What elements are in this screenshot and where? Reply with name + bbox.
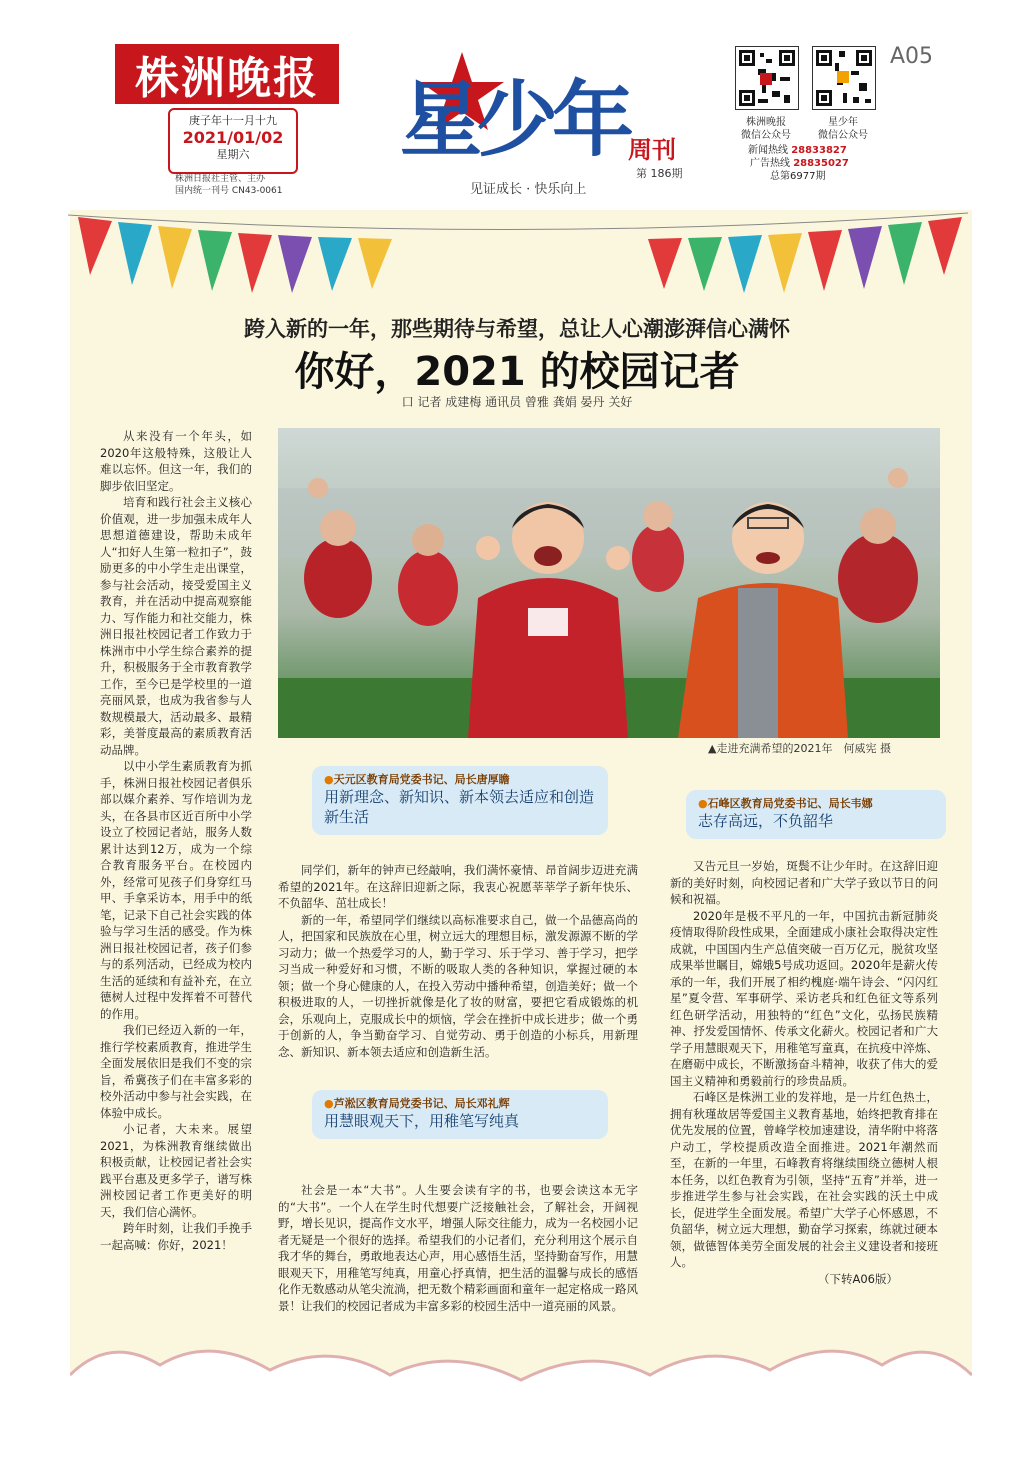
left-paragraph: 从来没有一个年头，如2020年这般特殊，这般让人难以忘怀。但这一年，我们的脚步依旧坚定。 bbox=[100, 429, 252, 493]
left-column bbox=[100, 428, 252, 1253]
issue-number: 第 186期 bbox=[636, 167, 683, 180]
left-paragraph: 以中小学生素质教育为抓手，株洲日报社校园记者俱乐部以媒介素养、写作培训为龙头，在各县市区近百所中小学设立了校园记者站，服务人数累计达到12万，成为一个综合教育服务平台。在校园内外，经常可见孩子们身穿红马甲、手拿采访本，用手中的纸笔，记录下自己社会实践的体验与学习生活的感受。作为株洲日报社校园记者，孩子们参与的系列活动，已经成为校内生活的延续和有益补充，在立德树人过程中发挥着不可替代的作用。 bbox=[100, 759, 252, 1021]
lunar-date: 庚子年十一月十九 bbox=[189, 114, 277, 127]
news-hotline: 28833827 bbox=[791, 145, 847, 156]
middle-paragraph: 同学们，新年的钟声已经敲响，我们满怀豪情、昂首阔步迈进充满希望的2021年。在这辞旧迎新之际，我衷心祝愿莘莘学子新年快乐、不负韶华、茁壮成长！ bbox=[278, 863, 638, 910]
weekly-label: 周刊 bbox=[628, 135, 676, 164]
newspaper-logo: 株洲晚报 bbox=[115, 44, 339, 104]
quote-box-shifeng bbox=[686, 790, 946, 839]
quote-text: 用慧眼观天下，用稚笔写纯真 bbox=[324, 1112, 520, 1130]
middle-body-1 bbox=[278, 862, 638, 1060]
qr-block-1 bbox=[735, 46, 806, 142]
quote-speaker: 芦淞区教育局党委书记、局长邓礼辉 bbox=[333, 1097, 510, 1110]
article-byline: 口 记者 成建梅 通讯员 曾雅 龚娟 晏丹 关好 bbox=[401, 395, 633, 409]
brand-title: 星少年 bbox=[400, 72, 629, 168]
cloud-decoration bbox=[70, 1335, 972, 1440]
photo-caption: ▲走进充满希望的2021年 何威宪 摄 bbox=[708, 742, 891, 755]
right-column bbox=[670, 858, 938, 1287]
quote-speaker: 天元区教育局党委书记、局长唐厚瞻 bbox=[333, 773, 510, 786]
quote-box-tianyuan bbox=[312, 766, 608, 835]
bullet-icon: ● bbox=[698, 797, 708, 810]
news-hotline-label: 新闻热线 bbox=[748, 145, 788, 156]
qr-label-1b: 微信公众号 bbox=[741, 130, 791, 141]
quote-text: 志存高远，不负韶华 bbox=[698, 812, 834, 830]
publisher-line-1: 株洲日报社主管、主办 bbox=[175, 174, 266, 184]
qr-code-icon bbox=[735, 46, 799, 110]
middle-body-2 bbox=[278, 1182, 638, 1314]
bullet-icon: ● bbox=[324, 773, 334, 786]
bunting-decoration bbox=[68, 205, 968, 297]
students-cheering-photo bbox=[278, 428, 940, 738]
weekday: 星期六 bbox=[216, 148, 250, 161]
article-headline: 你好，2021 的校园记者 bbox=[294, 349, 740, 395]
quote-text: 用新理念、新知识、新本领去适应和创造新生活 bbox=[324, 788, 595, 826]
left-paragraph: 培育和践行社会主义核心价值观，进一步加强未成年人思想道德建设，帮助未成年人“扣好人生第一粒扣子”，鼓励更多的中小学生走出课堂，参与社会活动，接受爱国主义教育，并在活动中提高观察能力、写作能力和社交能力，株洲日报社校园记者工作致力于株洲市中小学生综合素养的提升，积极服务于全市教育教学工作，至今已是学校里的一道亮丽风景，也成为我省参与人数规模最大，活动最多、最精彩，美誉度最高的素质教育活动品牌。 bbox=[100, 495, 252, 757]
ad-hotline: 28835027 bbox=[793, 158, 849, 169]
hotlines bbox=[748, 144, 878, 183]
qr-block-2 bbox=[812, 46, 883, 142]
total-issue: 总第6977期 bbox=[770, 171, 826, 182]
brand-logo bbox=[392, 48, 662, 178]
left-paragraph: 跨年时刻，让我们手挽手一起高喊：你好，2021！ bbox=[100, 1221, 252, 1252]
left-paragraph: 我们已经迈入新的一年，推行学校素质教育，推进学生全面发展依旧是我们不变的宗旨，希冀孩子们在丰富多彩的校外活动中参与社会实践，在体验中成长。 bbox=[100, 1023, 252, 1120]
qr-label-1a: 株洲晚报 bbox=[746, 117, 786, 128]
middle-paragraph: 社会是一本“大书”。人生要会读有字的书，也要会读这本无字的“大书”。一个人在学生时代想要广泛接触社会，了解社会，开阔视野，增长见识，提高作文水平，增强人际交往能力，成为一名校园小记者无疑是一个很好的选择。希望我们的小记者们，充分利用这个展示自我才华的舞台，勇敢地表达心声，用心感悟生活，坚持勤奋写作，用慧眼观天下，用稚笔写纯真，用童心抒真情，把生活的温馨与成长的感悟化作无数感动从笔尖流淌，把无数个精彩画面和童年一起定格成一路风景！让我们的校园记者成为丰富多彩的校园生活中一道亮丽的风景。 bbox=[278, 1183, 638, 1313]
bullet-icon: ● bbox=[324, 1097, 334, 1110]
right-paragraph: 又告元旦一岁始，斑鬓不让少年时。在这辞旧迎新的美好时刻，向校园记者和广大学子致以节日的问候和祝福。 bbox=[670, 859, 938, 906]
continue-note: （下转A06版） bbox=[818, 1271, 898, 1286]
middle-paragraph: 新的一年，希望同学们继续以高标准要求自己，做一个品德高尚的人，把国家和民族放在心里，树立远大的理想目标，激发源源不断的学习动力；做一个热爱学习的人，勤于学习、乐于学习、善于学习，把学习当成一种爱好和习惯，不断的吸取人类的各种知识，掌握过硬的本领；做一个身心健康的人，在投入劳动中播种希望，创造美好；做一个积极进取的人，一切挫折就像是化了妆的财富，要把它看成锻炼的机会，乐观向上，克服成长中的烦恼，学会在挫折中成长进步；做一个勇于创新的人，争当勤奋学习、自觉劳动、勇于创造的小标兵，用新理念、新知识、新本领去适应和创造新生活。 bbox=[278, 912, 638, 1059]
qr-label-2b: 微信公众号 bbox=[818, 130, 868, 141]
quote-box-lusong bbox=[312, 1090, 608, 1139]
left-paragraph: 小记者，大未来。展望2021，为株洲教育继续做出积极贡献，让校园记者社会实践平台惠及更多学子，谱写株洲校园记者工作更美好的明天，我们信心满怀。 bbox=[100, 1122, 252, 1219]
right-paragraph: 2020年是极不平凡的一年，中国抗击新冠肺炎疫情取得阶段性成果，全面建成小康社会取得决定性成就，中国国内生产总值突破一百万亿元，脱贫攻坚成果举世瞩目，嫦娥5号成功返回。2020年是薪火传承的一年，我们开展了相约槐庭·端午诗会、“闪闪红星”夏令营、军事研学、采访老兵和红色征文等系列红色研学活动，用独特的“红色”文化，弘扬民族精神、抒发爱国情怀、传承文化薪火。校园记者和广大学子用慧眼观天下，用稚笔写童真，在抗疫中淬炼、在磨砺中成长，不断激扬奋斗精神，收获了伟大的爱国主义精神和勇毅前行的珍贵品质。 bbox=[670, 908, 938, 1088]
qr-label-2a: 星少年 bbox=[828, 117, 858, 128]
qr-code-icon bbox=[812, 46, 876, 110]
ad-hotline-label: 广告热线 bbox=[750, 158, 790, 169]
article-photo bbox=[278, 428, 940, 738]
quote-speaker: 石峰区教育局党委书记、局长韦娜 bbox=[707, 797, 873, 810]
publisher-info bbox=[175, 173, 315, 197]
page-number: A05 bbox=[890, 44, 934, 69]
publisher-line-2: 国内统一刊号 CN43-0061 bbox=[175, 186, 283, 196]
right-paragraph: 石峰区是株洲工业的发祥地，是一片红色热土，拥有秋瑾故居等爱国主义教育基地，始终把教育排在优先发展的位置，曾峰学校加速建设，清华附中将落户动工，学校提质改造全面推进。2021年潮然而至，在新的一年里，石峰教育将继续围绕立德树人根本任务，以红色教育为引领，坚持“五育”并举，进一步推进学生参与社会实践，在社会实践的沃土中成长，促进学生全面发展。希望广大学子心怀感恩，不负韶华，树立远大理想，勤奋学习探索，练就过硬本领，做德智体美劳全面发展的社会主义建设者和接班人。 bbox=[670, 1090, 938, 1269]
date-box bbox=[168, 108, 298, 174]
issue-date: 2021/01/02 bbox=[182, 128, 284, 147]
slogan: 见证成长 · 快乐向上 bbox=[470, 182, 587, 197]
article-subtitle: 跨入新的一年，那些期待与希望，总让人心潮澎湃信心满怀 bbox=[244, 317, 790, 341]
